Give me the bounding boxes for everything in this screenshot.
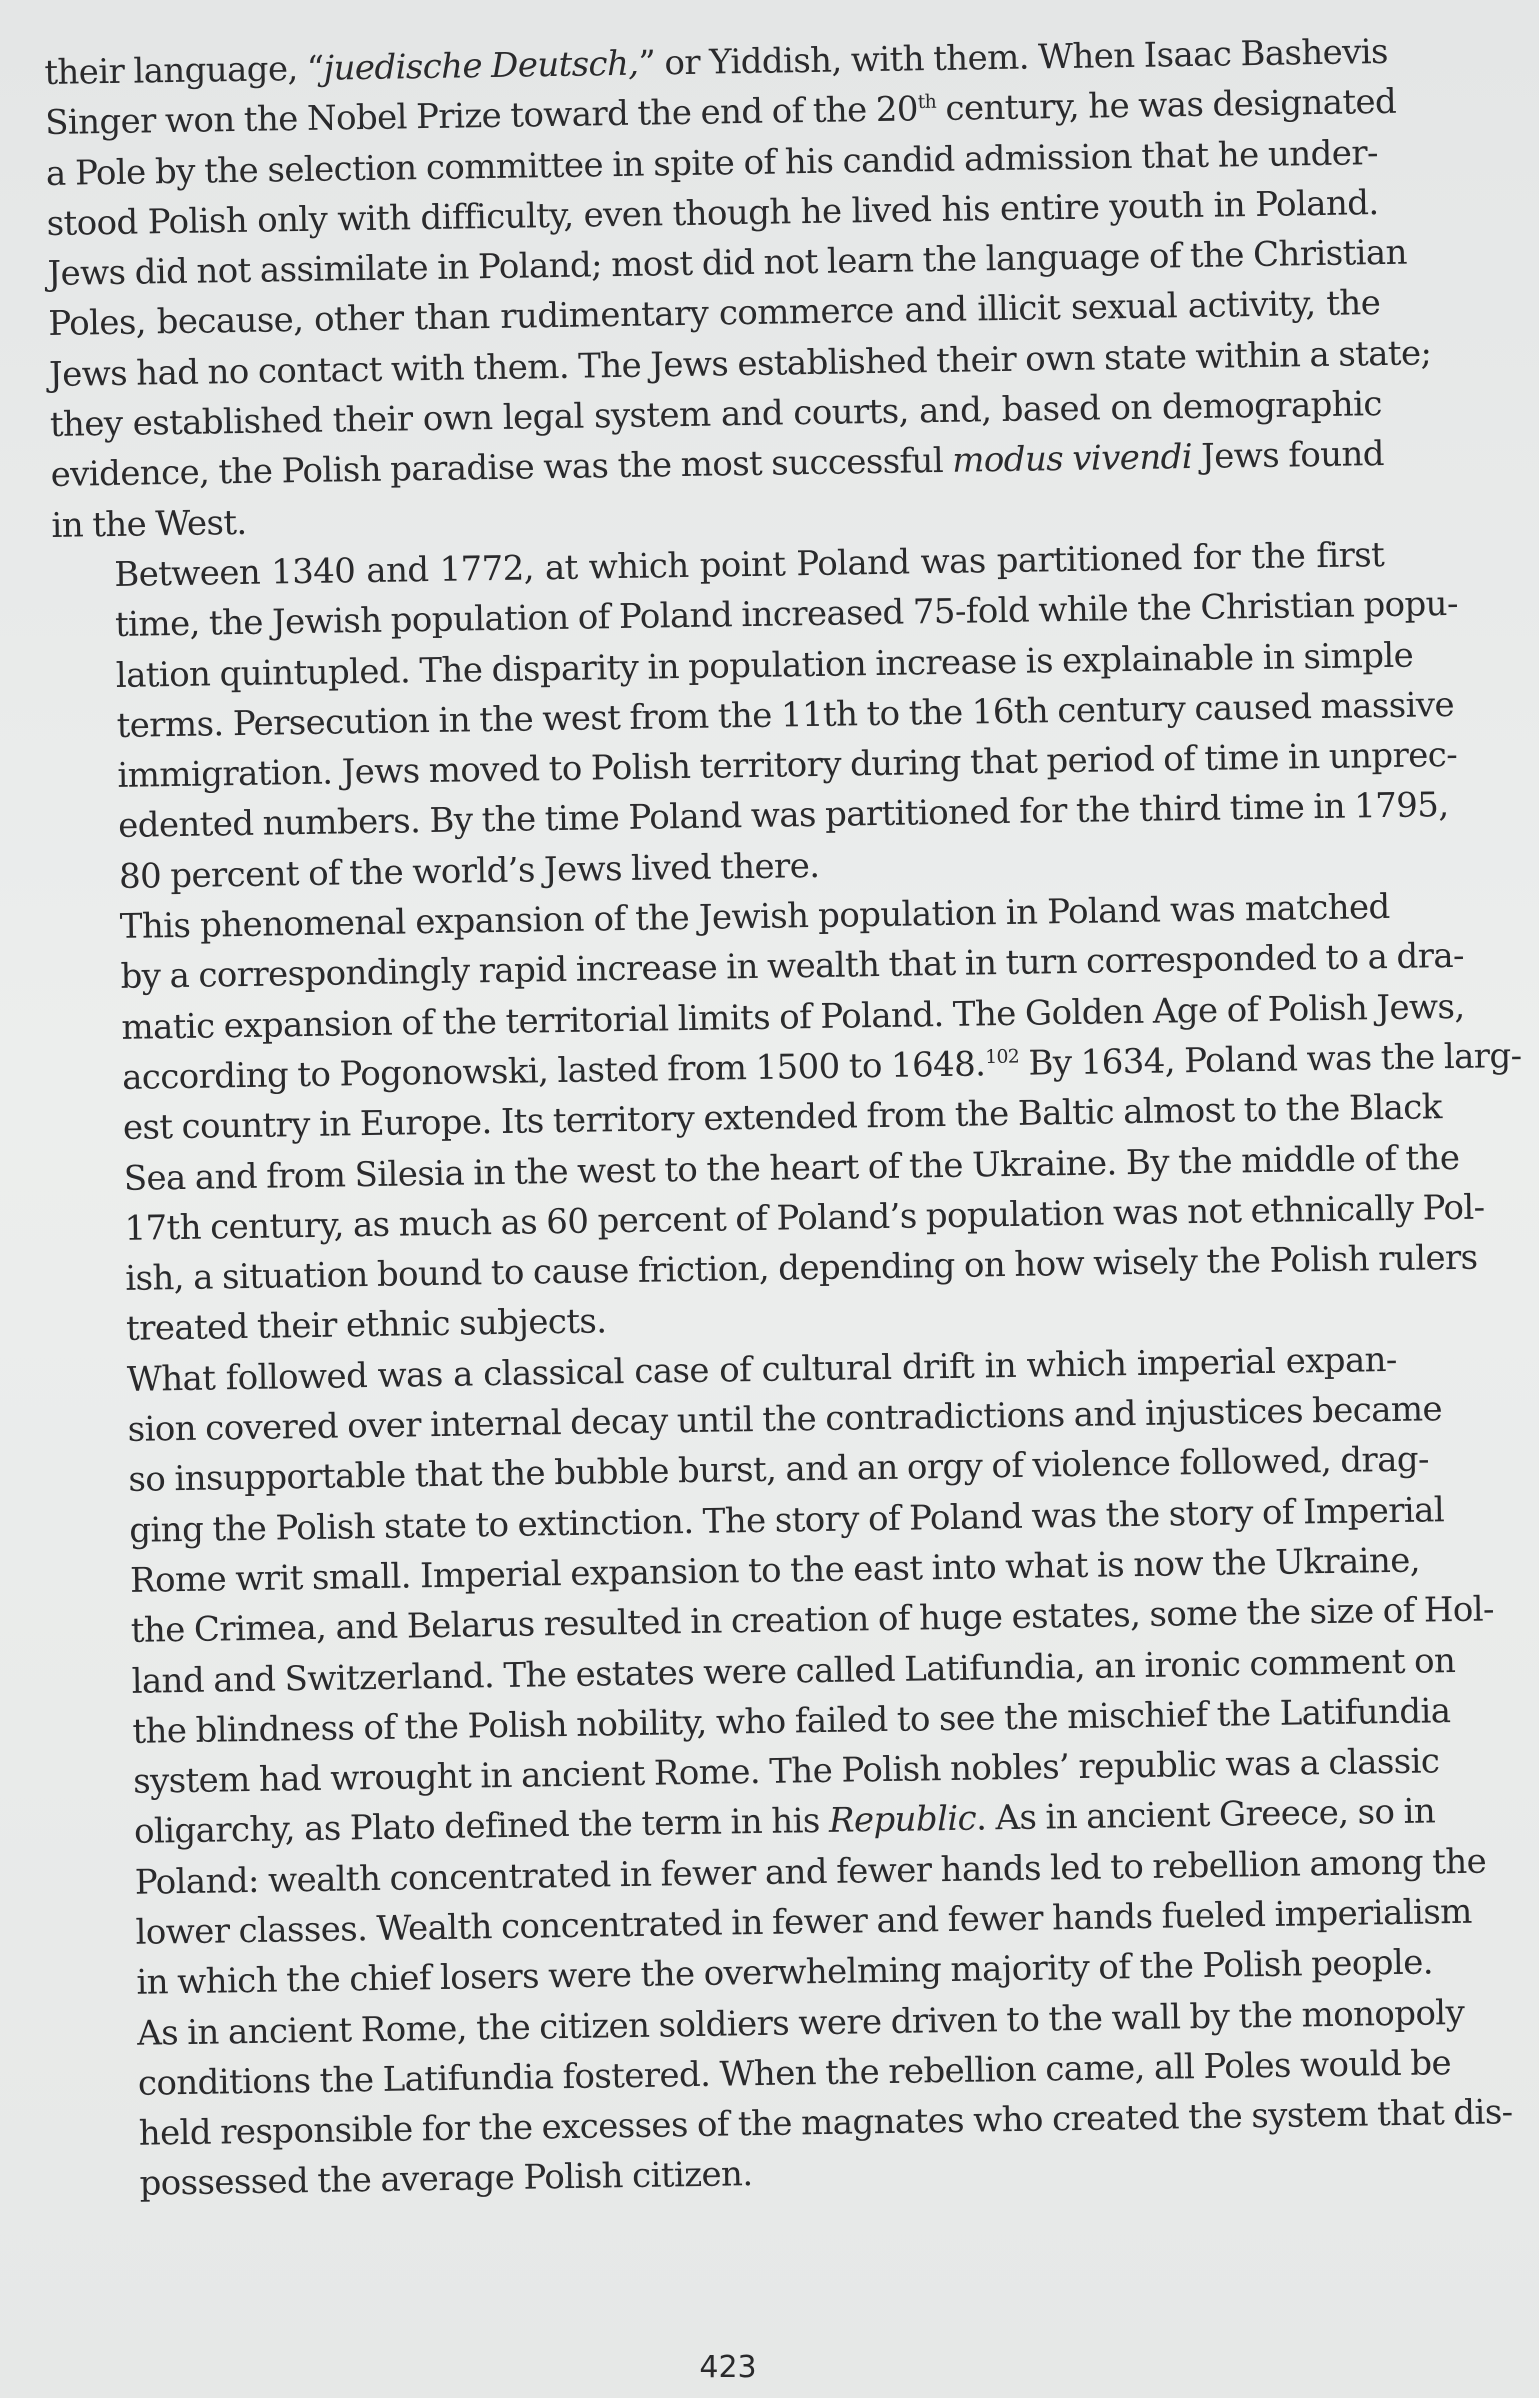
text-line: the Crimea, and Belarus resulted in creation of huge estates, some the size of Hol-: [130, 1589, 1495, 1652]
text-line: lation quintupled. The disparity in population increase is explainable in simple: [115, 635, 1414, 696]
text-line: 80 percent of the world’s Jews lived there.: [118, 845, 820, 897]
text-line: land and Switzerland. The estates were called Latifundia, an ironic comment on: [131, 1640, 1456, 1702]
body-text: [44, 27, 1522, 2210]
page-number: 423: [699, 2350, 757, 2385]
text-line: Jews did not assimilate in Poland; most did not learn the language of the Christian: [47, 232, 1408, 295]
text-line: Poles, because, other than rudimentary commerce and illicit sexual activity, the: [48, 283, 1381, 345]
text-line: in which the chief losers were the overwhelming majority of the Polish people.: [136, 1942, 1434, 2004]
paragraph-4: [65, 1335, 1513, 2211]
paragraph-3: [57, 882, 1522, 1356]
text-line: est country in Europe. Its territory extended from the Baltic almost to the Black: [122, 1087, 1443, 1149]
text-line: ging the Polish state to extinction. The story of Poland was the story of Imperial: [128, 1489, 1445, 1551]
text-line: 17th century, as much as 60 percent of Poland’s population was not ethnically Pol-: [124, 1187, 1485, 1249]
text-line: sion covered over internal decay until the contradictions and injustices became: [127, 1389, 1443, 1450]
text-line: edented numbers. By the time Poland was partitioned for the third time in 1795,: [117, 785, 1449, 847]
text-line: by a correspondingly rapid increase in wealth that in turn corresponded to a dra-: [120, 936, 1465, 998]
text-line: time, the Jewish population of Poland increased 75-fold while the Christian popu-: [114, 584, 1459, 646]
text-line: stood Polish only with difficulty, even though he lived his entire youth in Poland.: [46, 182, 1379, 244]
text-line: What followed was a classical case of cultural drift in which imperial expan-: [126, 1339, 1398, 1400]
text-line: conditions the Latifundia fostered. When the rebellion came, all Poles would be: [137, 2043, 1452, 2104]
text-line: lower classes. Wealth concentrated in fewer and fewer hands fueled imperialism: [135, 1891, 1473, 1953]
text-line: evidence, the Polish paradise was the most successful modus vivendi Jews found: [50, 434, 1385, 496]
text-line: oligarchy, as Plato defined the term in his Republic. As in ancient Greece, so in: [133, 1791, 1436, 1853]
text-line: ish, a situation bound to cause friction, depending on how wisely the Polish rulers: [125, 1237, 1478, 1299]
text-line: terms. Persecution in the west from the 11th to the 16th century caused massive: [116, 684, 1455, 746]
text-line: immigration. Jews moved to Polish territory during that period of time in unprec-: [117, 735, 1458, 797]
text-line: the blindness of the Polish nobility, who failed to see the mischief the Latifundia: [132, 1690, 1451, 1752]
paragraph-1: [44, 27, 1432, 551]
text-line: treated their ethnic subjects.: [125, 1301, 607, 1350]
text-line: held responsible for the excesses of the magnates who created the system that dis-: [138, 2092, 1513, 2154]
text-line: in the West.: [51, 502, 247, 546]
text-line: As in ancient Rome, the citizen soldiers were driven to the wall by the monopoly: [136, 1992, 1465, 2054]
text-line: according to Pogonowski, lasted from 1500 to 1648.$^{102}$ By 1634, Poland was the larg-: [121, 1035, 1522, 1098]
text-line: matic expansion of the territorial limits of Poland. The Golden Age of Polish Jews,: [121, 986, 1465, 1048]
text-line: Poland: wealth concentrated in fewer and fewer hands led to rebellion among the: [134, 1841, 1487, 1903]
text-line: so insupportable that the bubble burst, and an orgy of violence followed, drag-: [128, 1439, 1430, 1501]
text-line: Jews had no contact with them. The Jews established their own state within a state;: [48, 333, 1432, 395]
text-line: This phenomenal expansion of the Jewish population in Poland was matched: [119, 887, 1390, 947]
text-line: possessed the average Polish citizen.: [139, 2154, 753, 2205]
text-line: system had wrought in ancient Rome. The Polish nobles’ republic was a classic: [132, 1741, 1440, 1802]
text-line: Singer won the Nobel Prize toward the end of the 20th century, he was designated: [44, 82, 1397, 144]
text-line: Between 1340 and 1772, at which point Poland was partitioned for the first: [113, 534, 1385, 595]
text-line: Sea and from Silesia in the west to the heart of the Ukraine. By the middle of the: [123, 1137, 1460, 1199]
text-line: their language, “juedische Deutsch,” or Yiddish, with them. When Isaac Bashevis: [44, 31, 1389, 93]
paragraph-2: [52, 530, 1459, 903]
text-line: a Pole by the selection committee in spite of his candid admission that he under-: [45, 132, 1379, 194]
text-line: they established their own legal system and courts, and, based on demographic: [49, 384, 1383, 446]
text-line: Rome writ small. Imperial expansion to the east into what is now the Ukraine,: [129, 1540, 1421, 1601]
